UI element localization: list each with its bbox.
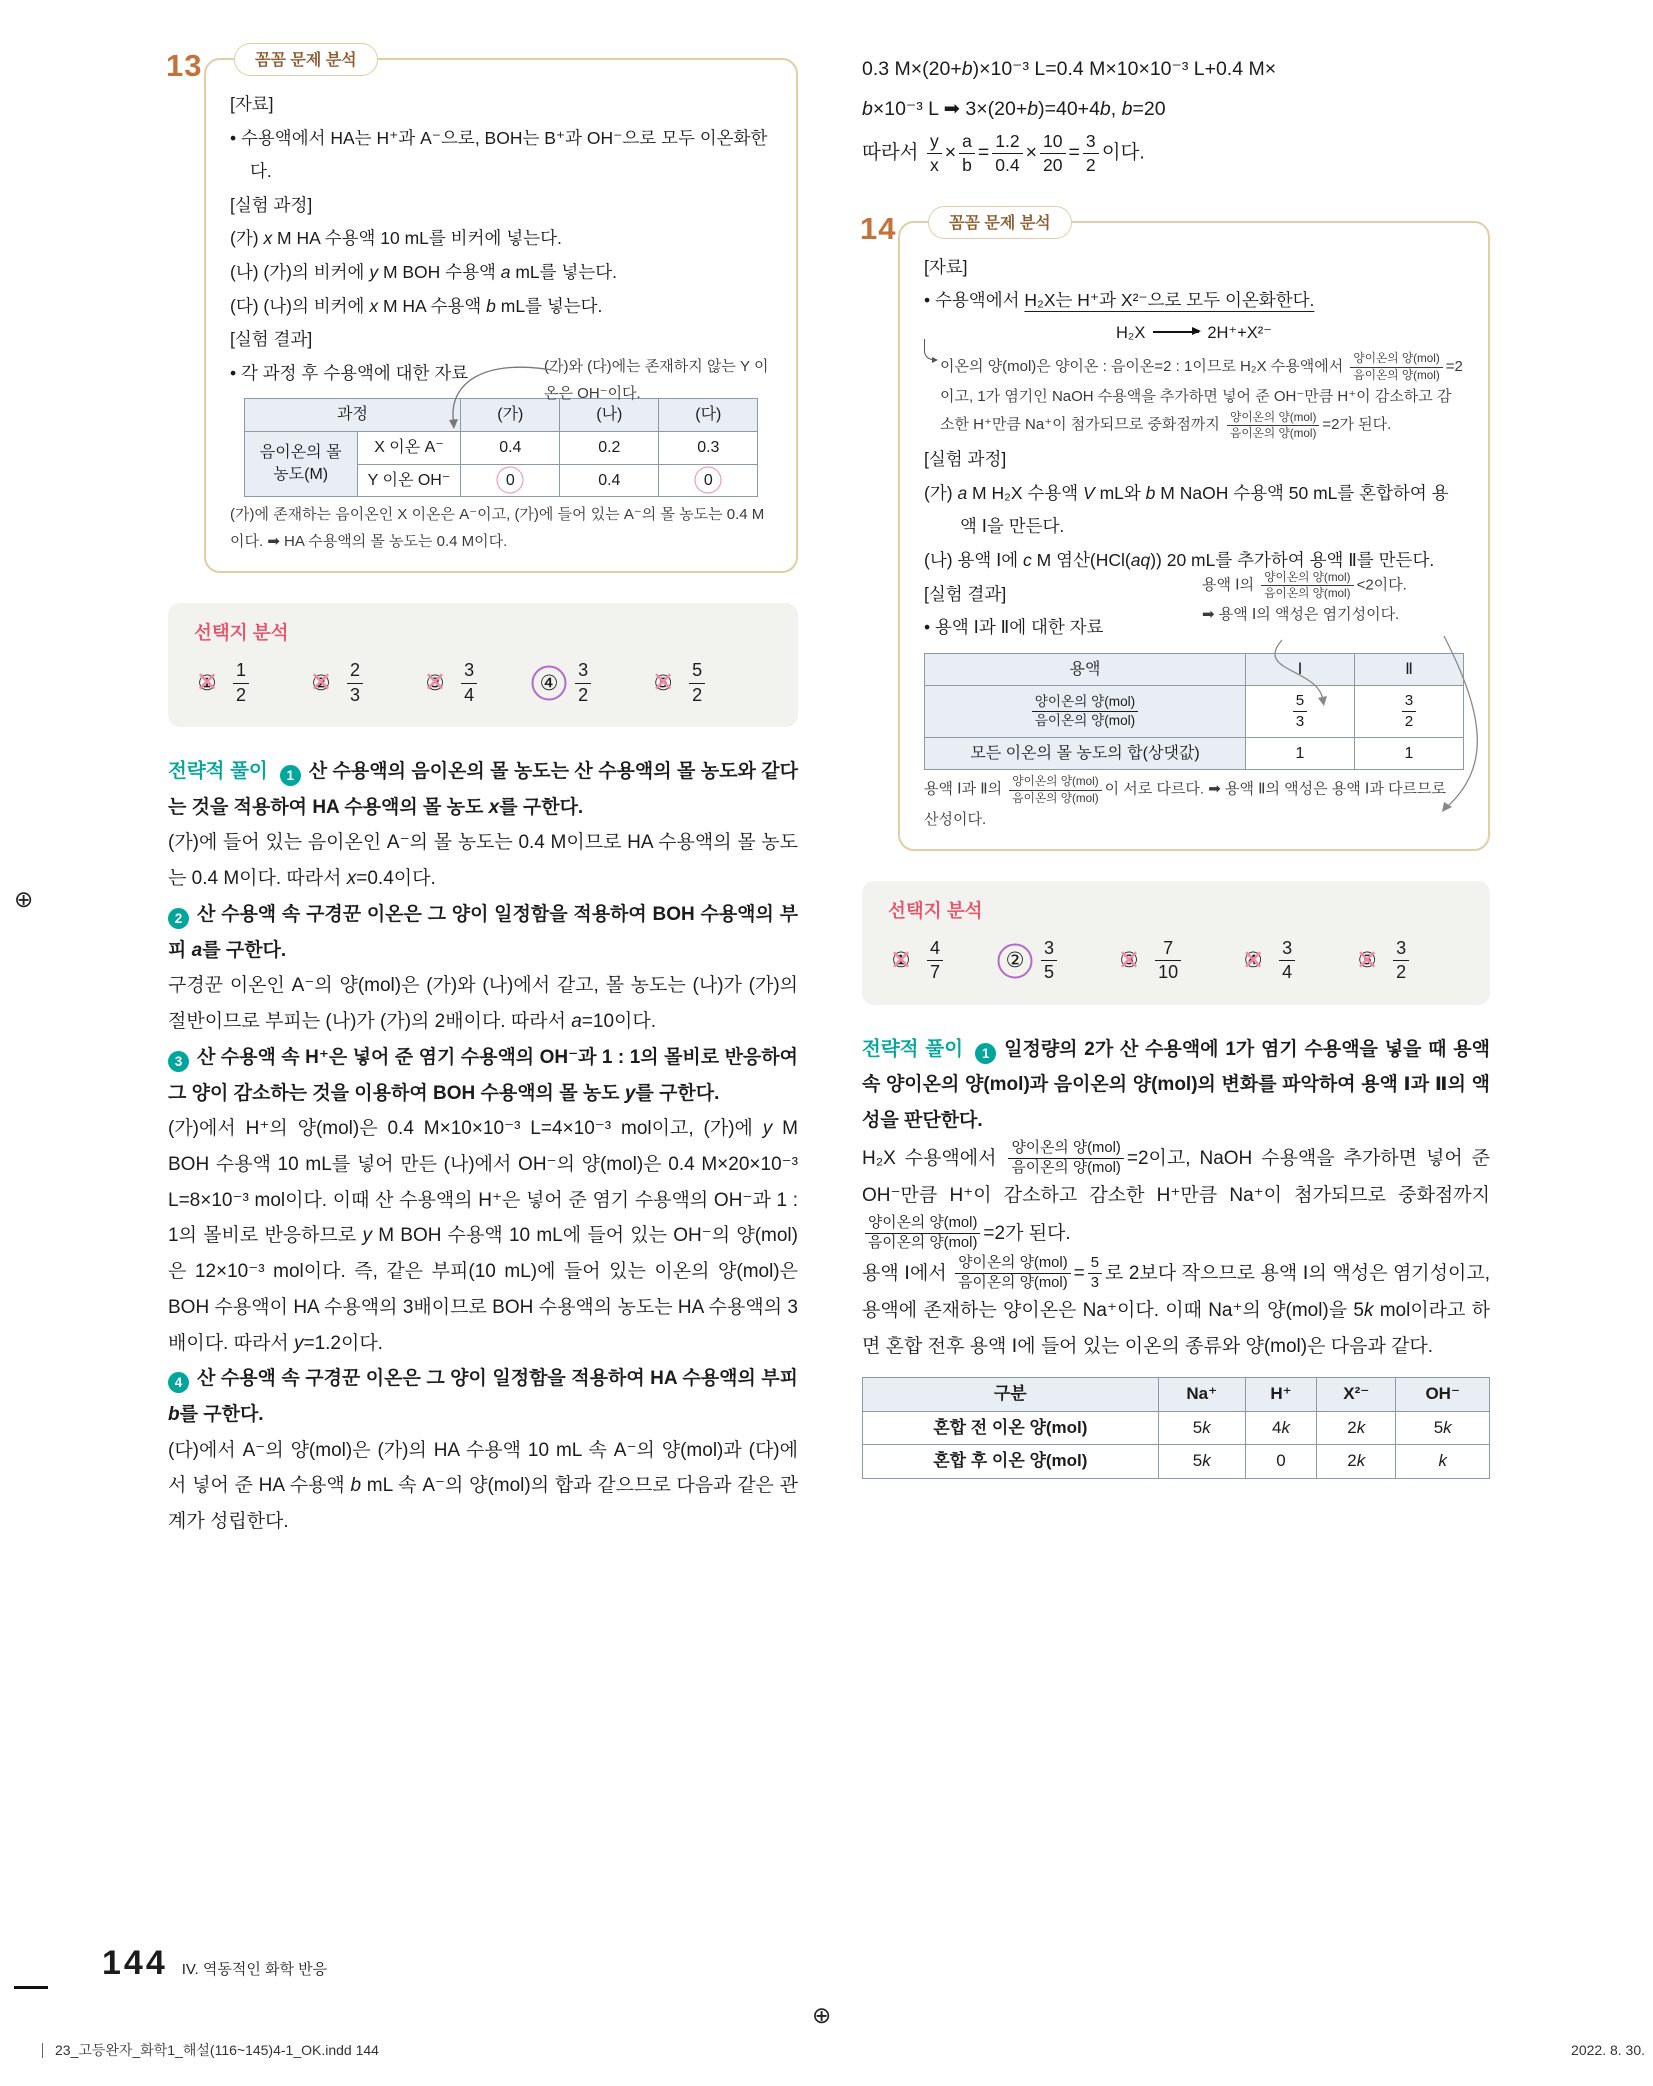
analysis-box-13 xyxy=(166,48,798,573)
fraction: $\frac{\text{양이온의 양(mol)}}{\text{음이온의 양(mol)}}$ xyxy=(1227,410,1319,441)
result-table-area xyxy=(230,357,772,555)
print-info: 23_고등완자_화학1_해설(116~145)4-1_OK.indd 144 xyxy=(55,2042,379,2058)
problem-13 xyxy=(166,48,799,1540)
result-section-label: [실험 결과] xyxy=(924,583,1007,604)
row-label: 혼합 전 이온 양(mol) xyxy=(863,1411,1159,1445)
table-value: 0.2 xyxy=(598,438,621,456)
choice-analysis-title: 선택지 분석 xyxy=(194,622,289,644)
table-value: 1 xyxy=(1355,737,1464,770)
table-row xyxy=(925,737,1464,770)
registration-mark-icon: ⊕ xyxy=(812,2002,832,2028)
problem-number-14: 14 xyxy=(860,210,897,246)
fraction: $\frac{7}{10}$ xyxy=(1155,937,1181,985)
strategy-lead: 일정량의 2가 산 수용액에 1가 염기 수용액을 넣을 때 용액 속 양이온의 양(mol)과 음이온의 양(mol)의 변화를 파악하여 용액 Ⅰ과 Ⅱ의 액성을 판단한다. xyxy=(862,1038,1490,1132)
crop-mark xyxy=(14,1986,48,1989)
result-table xyxy=(244,398,759,497)
table-value: 0 xyxy=(1245,1445,1316,1479)
data-section-label: [자료] xyxy=(230,94,274,114)
fraction: $\frac{3}{4}$ xyxy=(1279,937,1295,985)
strategy-body: 구경꾼 이온인 A⁻의 양(mol)은 (가)와 (나)에서 같고, 몰 농도는 (나)가 (가)의 절반이므로 부피는 (나)가 (가)의 2배이다. 따라서 a=10이다. xyxy=(168,975,798,1033)
choice-number: ④ xyxy=(536,671,562,696)
choice-number: ② × xyxy=(308,671,334,696)
result-table-area xyxy=(924,570,1464,833)
equation-line: 따라서 $\frac{y}{x}$ × $\frac{a}{b}$ = $\frac{1.2}{0.4}$ × $\frac{10}{20}$ = $\frac{3}{2}$ 이다. xyxy=(862,130,1145,175)
problem-14 xyxy=(860,210,1491,1480)
registration-mark-icon: ⊕ xyxy=(14,886,34,912)
strategy-lead: 산 수용액 속 H⁺은 넣어 준 염기 수용액의 OH⁻과 1 : 1의 몰비로 반응하여 그 양이 감소하는 것을 이용하여 BOH 수용액의 몰 농도 y를 구한다. xyxy=(168,1046,798,1104)
fraction: $\frac{10}{20}$ xyxy=(1040,130,1066,177)
table-value: 0.4 xyxy=(598,471,621,489)
choice-5 xyxy=(650,659,708,707)
choice-analysis-13 xyxy=(168,603,798,727)
table-value: 4k xyxy=(1245,1411,1316,1445)
fraction: $\frac{a}{b}$ xyxy=(959,130,975,177)
table-value: 0.4 xyxy=(499,438,522,456)
problem-number-13: 13 xyxy=(166,48,203,83)
table-value: 5k xyxy=(1396,1411,1490,1445)
table-row xyxy=(863,1445,1490,1479)
choice-4 xyxy=(1240,937,1298,985)
table-value: 2k xyxy=(1317,1411,1396,1445)
strategy-step-bullet: 3 xyxy=(168,1051,189,1072)
solution-13-continued xyxy=(862,50,1490,177)
fraction: $\frac{5}{3}$ xyxy=(1088,1254,1102,1294)
strategy-lead: 산 수용액 속 구경꾼 이온은 그 양이 일정함을 적용하여 HA 수용액의 부피 b를 구한다. xyxy=(168,1368,798,1425)
annotation-hook-arrow-icon xyxy=(924,339,936,360)
choice-row xyxy=(194,645,772,707)
column-right xyxy=(862,50,1490,1483)
fraction: $\frac{1.2}{0.4}$ xyxy=(992,130,1022,177)
fraction: $\frac{3}{2}$ xyxy=(1402,691,1416,732)
strategy-step-bullet: 1 xyxy=(975,1043,996,1064)
table-value: 5k xyxy=(1158,1411,1245,1445)
analysis-box-title: 꼼꼼 문제 분석 xyxy=(928,206,1072,239)
fraction: $\frac{3}{4}$ xyxy=(461,659,477,707)
choice-2 xyxy=(1002,937,1060,985)
strategy-step-bullet: 4 xyxy=(168,1372,189,1393)
experiment-step-2: (나) 용액 Ⅰ에 c M 염산(HCl(aq)) 20 mL를 추가하여 용액 Ⅱ를 만든다. xyxy=(924,549,1435,570)
reactant: H₂X xyxy=(1116,323,1146,342)
strategy-step-bullet: 1 xyxy=(280,765,301,786)
strategy-body: H₂X 수용액에서 $\frac{\text{양이온의 양(mol)}}{\text{음이온의 양(mol)}}$ =2이고, NaOH 수용액을 추가하면 넣어 준 OH⁻만큼 H⁺이 감소하고 감소한 H⁺만큼 Na⁺이 첨가되므로 중화점까지 $\frac{\text{양이온의 양(mol)}}{\text{음이온의 양(mol)}}$ =2가 된다. xyxy=(862,1139,1490,1254)
print-date: 2022. 8. 30. xyxy=(1571,2042,1645,2058)
fraction: $\frac{\text{양이온의 양(mol)}}{\text{음이온의 양(mol)}}$ xyxy=(1009,774,1101,805)
strategy-lead: 산 수용액 속 구경꾼 이온은 그 양이 일정함을 적용하여 BOH 수용액의 부피 a를 구한다. xyxy=(168,903,798,961)
column-left xyxy=(166,48,799,1540)
choice-number: ① × xyxy=(194,671,220,696)
row-label: 모든 이온의 몰 농도의 합(상댓값) xyxy=(925,737,1246,770)
fraction: $\frac{\text{양이온의 양(mol)}}{\text{음이온의 양(mol)}}$ xyxy=(955,1254,1070,1294)
fraction: $\frac{2}{3}$ xyxy=(347,659,363,707)
table-row xyxy=(925,686,1464,738)
choice-number: ③ × xyxy=(422,671,448,696)
row-group-label: 음이온의 몰 농도(M) xyxy=(244,431,357,496)
strategy-step-bullet: 2 xyxy=(168,908,189,929)
table-value: 0.3 xyxy=(697,438,720,456)
fraction: $\frac{4}{7}$ xyxy=(927,937,943,985)
analysis-box-14 xyxy=(860,210,1490,851)
choice-number: ③ × xyxy=(1116,948,1142,973)
fraction: $\frac{5}{2}$ xyxy=(689,659,705,707)
fraction: $\frac{5}{3}$ xyxy=(1293,691,1307,732)
table-header-cell: H⁺ xyxy=(1245,1377,1316,1411)
result-section-label: [실험 결과] xyxy=(230,329,313,350)
table-header-cell: (가) xyxy=(461,399,560,432)
choice-3 xyxy=(422,659,480,707)
procedure-section-label: [실험 과정] xyxy=(924,449,1007,470)
fraction: $\frac{\text{양이온의 양(mol)}}{\text{음이온의 양(mol)}}$ xyxy=(1032,693,1138,729)
choice-2 xyxy=(308,659,366,707)
result-table xyxy=(924,653,1464,771)
strategy-body: 용액 Ⅰ에서 $\frac{\text{양이온의 양(mol)}}{\text{음이온의 양(mol)}}$ = $\frac{5}{3}$ 로 2보다 작으므로 용액 Ⅰ의 액성은 염기성이고, 용액에 존재하는 양이온은 Na⁺이다. 이때 Na⁺의 양(mol)을 5k mol이라고 하면 혼합 전후 용액 Ⅰ에 들어 있는 이온의 종류와 양(mol)은 다음과 같다. xyxy=(862,1254,1491,1357)
choice-1 xyxy=(194,659,252,707)
table-value: k xyxy=(1396,1445,1490,1479)
ion-amount-table xyxy=(862,1377,1490,1480)
analysis-box-content xyxy=(206,60,796,571)
result-bullet: • 각 과정 후 수용액에 대한 자료 xyxy=(230,362,469,383)
choice-number: ④ × xyxy=(1240,948,1266,973)
choice-4 xyxy=(536,659,594,707)
print-info-line xyxy=(42,2040,379,2060)
choice-row xyxy=(888,923,1464,985)
table-header-cell: 과정 xyxy=(244,399,461,432)
fraction: $\frac{\text{양이온의 양(mol)}}{\text{음이온의 양(mol)}}$ xyxy=(1350,351,1442,382)
choice-number: ⑤ × xyxy=(1354,948,1380,973)
ionization-statement: • 수용액에서 HA는 H⁺과 A⁻으로, BOH는 B⁺과 OH⁻으로 모두 이온화한다. xyxy=(230,127,768,182)
experiment-step-1: (가) x M HA 수용액 10 mL를 비커에 넣는다. xyxy=(230,228,562,249)
reaction-equation xyxy=(924,318,1464,350)
margin-annotation: (가)와 (다)에는 존재하지 않는 Y 이온은 OH⁻이다. xyxy=(544,357,769,402)
table-note: (가)에 존재하는 음이온인 X 이온은 A⁻이고, (가)에 들어 있는 A⁻의 몰 농도는 0.4 M이다. ➡ HA 수용액의 몰 농도는 0.4 M이다. xyxy=(230,506,765,551)
choice-analysis-14 xyxy=(862,881,1490,1005)
equation-line: b×10⁻³ L ➡ 3×(20+b)=40+4b, b=20 xyxy=(862,97,1166,120)
fraction: $\frac{3}{2}$ xyxy=(575,659,591,707)
equation-line: 0.3 M×(20+b)×10⁻³ L=0.4 M×10×10⁻³ L+0.4 M× xyxy=(862,58,1277,80)
fraction: $\frac{3}{2}$ xyxy=(1083,130,1099,177)
table-header-cell: Ⅱ xyxy=(1355,653,1464,686)
fraction: $\frac{1}{2}$ xyxy=(233,659,249,707)
table-header-cell: OH⁻ xyxy=(1396,1377,1490,1411)
page-footer xyxy=(102,1944,327,1983)
analysis-box-content xyxy=(900,223,1488,849)
ion-label: Y 이온 OH⁻ xyxy=(357,464,461,497)
ion-label: X 이온 A⁻ xyxy=(357,431,461,464)
table-row xyxy=(244,431,758,464)
chapter-label: IV. 역동적인 화학 반응 xyxy=(181,1961,328,1978)
experiment-step-2: (나) (가)의 비커에 y M BOH 수용액 a mL를 넣는다. xyxy=(230,261,618,282)
ionization-statement: • 수용액에서 H₂X는 H⁺과 X²⁻으로 모두 이온화한다. xyxy=(924,290,1315,311)
table-header-cell: X²⁻ xyxy=(1317,1377,1396,1411)
margin-annotation: 용액 Ⅰ의 $\frac{\text{양이온의 양(mol)}}{\text{음이온의 양(mol)}}$ <2이다. ➡ 용액 Ⅰ의 액성은 염기성이다. xyxy=(1202,570,1407,623)
strategy-body: (가)에서 H⁺의 양(mol)은 0.4 M×10×10⁻³ L=4×10⁻³ mol이고, (가)에 y M BOH 수용액 10 mL를 넣어 만든 (나)에서 OH⁻의 양(mol)은 0.4 M×20×10⁻³ L=8×10⁻³ mol이다. 이때 산 수용액의 H⁺은 넣어 준 염기 수용액의 OH⁻과 1 : 1의 몰비로 반응하므로 y M BOH 수용액 10 mL에 들어 있는 OH⁻의 양(mol)은 12×10⁻³ mol이다. 즉, 같은 부피(10 mL)에 들어 있는 이온의 양(mol)은 BOH 수용액이 HA 수용액의 3배이므로 BOH 수용액의 농도는 HA 수용액의 3배이다. 따라서 y=1.2이다. xyxy=(168,1118,798,1354)
table-header-cell: Ⅰ xyxy=(1246,653,1355,686)
choice-number: ⑤ × xyxy=(650,671,676,696)
crop-tick xyxy=(42,2043,43,2058)
fraction: $\frac{3}{5}$ xyxy=(1041,937,1057,985)
table-value: 0 xyxy=(700,470,716,492)
procedure-section-label: [실험 과정] xyxy=(230,194,313,215)
strategy-13 xyxy=(168,753,798,1540)
choice-number: ① × xyxy=(888,948,914,973)
strategy-body: (다)에서 A⁻의 양(mol)은 (가)의 HA 수용액 10 mL 속 A⁻의 양(mol)과 (다)에서 넣어 준 HA 수용액 b mL 속 A⁻의 양(mol)의 합과 같으므로 다음과 같은 관계가 성립한다. xyxy=(168,1439,799,1533)
table-value: 2k xyxy=(1317,1445,1396,1479)
table-row xyxy=(863,1411,1490,1445)
table-header-cell: (나) xyxy=(560,399,659,432)
fraction: $\frac{y}{x}$ xyxy=(927,130,942,177)
fraction: $\frac{3}{2}$ xyxy=(1393,937,1409,985)
choice-number: ② xyxy=(1002,948,1028,973)
strategy-body: (가)에 들어 있는 음이온인 A⁻의 몰 농도는 0.4 M이므로 HA 수용액의 몰 농도는 0.4 M이다. 따라서 x=0.4이다. xyxy=(168,832,798,890)
choice-1 xyxy=(888,937,946,985)
choice-5 xyxy=(1354,937,1412,985)
table-note: 용액 Ⅰ과 Ⅱ의 $\frac{\text{양이온의 양(mol)}}{\text{음이온의 양(mol)}}$ 이 서로 다르다. ➡ 용액 Ⅱ의 액성은 용액 Ⅰ과 다르므로 산성이다. xyxy=(924,775,1446,828)
page-number: 144 xyxy=(102,1944,168,1982)
experiment-step-1: (가) a M H₂X 수용액 V mL와 b M NaOH 수용액 50 mL를 혼합하여 용액 Ⅰ을 만든다. xyxy=(924,482,1449,537)
table-header-cell: Na⁺ xyxy=(1158,1377,1245,1411)
reaction-arrow-icon xyxy=(1153,331,1199,333)
experiment-step-3: (다) (나)의 비커에 x M HA 수용액 b mL를 넣는다. xyxy=(230,295,603,316)
result-bullet: • 용액 Ⅰ과 Ⅱ에 대한 자료 xyxy=(924,617,1104,638)
strategy-title: 전략적 풀이 xyxy=(862,1037,964,1060)
fraction: $\frac{\text{양이온의 양(mol)}}{\text{음이온의 양(mol)}}$ xyxy=(865,1214,980,1254)
strategy-title: 전략적 풀이 xyxy=(168,760,268,783)
choice-3 xyxy=(1116,937,1184,985)
choice-analysis-title: 선택지 분석 xyxy=(888,899,983,921)
products: 2H⁺+X²⁻ xyxy=(1207,323,1272,342)
table-header-cell: 용액 xyxy=(925,653,1246,686)
margin-annotation: 이온의 양(mol)은 양이온 : 음이온=2 : 1이므로 H₂X 수용액에서 $\frac{\text{양이온의 양(mol)}}{\text{음이온의 양(mol)}}$ =2이고, 1가 염기인 NaOH 수용액을 추가하면 넣어 준 OH⁻만큼 H⁺이 감소하고 감소한 H⁺만큼 Na⁺이 첨가되므로 중화점까지 $\frac{\text{양이온의 양(mol)}}{\text{음이온의 양(mol)}}$ =2가 된다. xyxy=(940,351,1464,441)
row-label: 혼합 후 이온 양(mol) xyxy=(863,1445,1159,1479)
table-value: 0 xyxy=(502,470,518,492)
table-value: 1 xyxy=(1246,737,1355,770)
strategy-14 xyxy=(862,1031,1490,1480)
analysis-box-title: 꼼꼼 문제 분석 xyxy=(234,43,378,76)
fraction: $\frac{\text{양이온의 양(mol)}}{\text{음이온의 양(mol)}}$ xyxy=(1008,1139,1123,1179)
table-header-cell: 구분 xyxy=(863,1377,1159,1411)
strategy-lead: 산 수용액의 음이온의 몰 농도는 산 수용액의 몰 농도와 같다는 것을 적용하여 HA 수용액의 몰 농도 x를 구한다. xyxy=(168,761,798,818)
table-value: 5k xyxy=(1158,1445,1245,1479)
table-header-cell: (다) xyxy=(659,399,758,432)
data-section-label: [자료] xyxy=(924,256,968,277)
fraction: $\frac{\text{양이온의 양(mol)}}{\text{음이온의 양(mol)}}$ xyxy=(1261,570,1353,601)
